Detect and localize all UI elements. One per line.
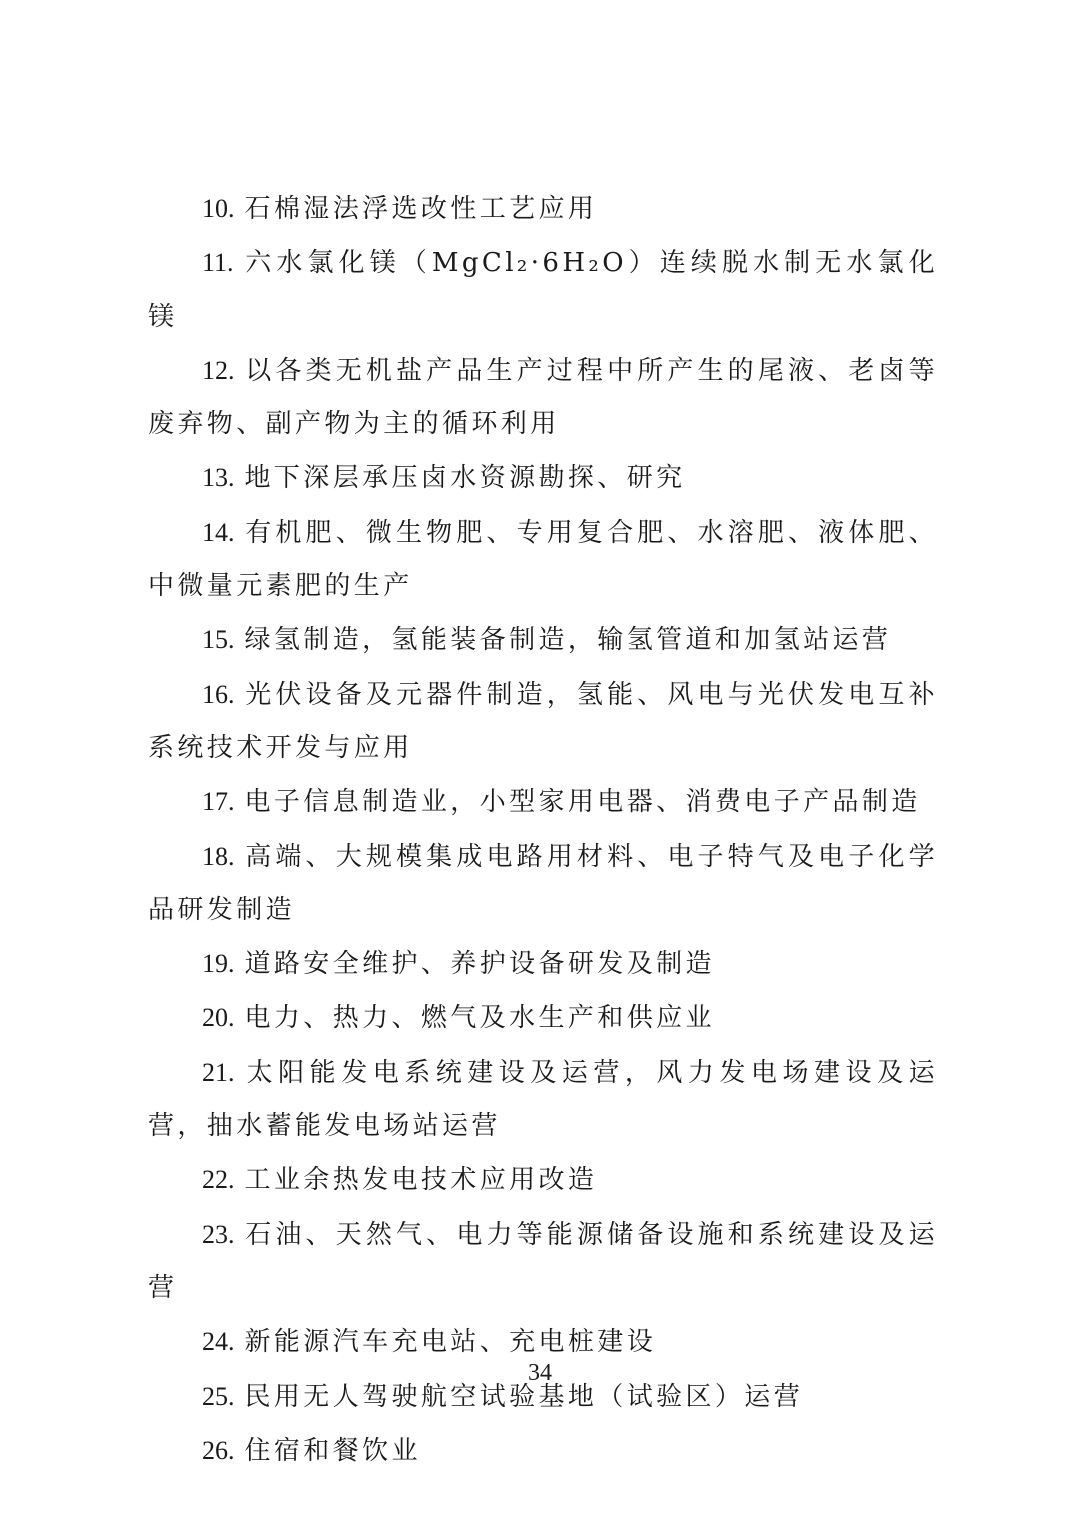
item-text: 道路安全维护、养护设备研发及制造 bbox=[244, 949, 715, 980]
list-item bbox=[148, 1424, 938, 1478]
item-number: 17. bbox=[202, 787, 235, 817]
page-number: 34 bbox=[528, 1360, 552, 1386]
item-number: 20. bbox=[202, 1003, 235, 1033]
list-item bbox=[148, 937, 938, 991]
item-number: 18. bbox=[202, 841, 235, 871]
list-item bbox=[148, 991, 938, 1045]
item-text: 电力、热力、燃气及水生产和供应业 bbox=[244, 1003, 715, 1034]
item-number: 24. bbox=[202, 1327, 235, 1357]
item-text: 住宿和餐饮业 bbox=[244, 1435, 421, 1466]
list-item bbox=[148, 182, 938, 236]
item-text: 有机肥、微生物肥、专用复合肥、水溶肥、液体肥、中微量元素肥的生产 bbox=[148, 517, 938, 602]
item-number: 19. bbox=[202, 949, 235, 979]
item-number: 14. bbox=[202, 517, 235, 547]
item-number: 26. bbox=[202, 1435, 235, 1465]
item-text: 光伏设备及元器件制造，氢能、风电与光伏发电互补系统技术开发与应用 bbox=[148, 679, 938, 763]
item-text: 以各类无机盐产品生产过程中所产生的尾液、老卤等废弃物、副产物为主的循环利用 bbox=[148, 355, 938, 440]
item-number: 22. bbox=[202, 1165, 235, 1195]
item-list bbox=[148, 182, 938, 1478]
list-item bbox=[148, 344, 938, 452]
item-text: 民用无人驾驶航空试验基地（试验区）运营 bbox=[244, 1381, 804, 1412]
item-number: 12. bbox=[202, 355, 235, 385]
list-item bbox=[148, 1153, 938, 1207]
item-text: 太阳能发电系统建设及运营，风力发电场建设及运营，抽水蓄能发电场站运营 bbox=[148, 1057, 938, 1142]
item-text: 石油、天然气、电力等能源储备设施和系统建设及运营 bbox=[148, 1219, 938, 1303]
item-number: 16. bbox=[202, 679, 235, 709]
item-text: 电子信息制造业，小型家用电器、消费电子产品制造 bbox=[244, 787, 921, 818]
item-text: 石棉湿法浮选改性工艺应用 bbox=[244, 194, 598, 224]
list-item bbox=[148, 451, 938, 505]
item-number: 25. bbox=[202, 1381, 235, 1411]
list-item bbox=[148, 830, 938, 938]
list-item bbox=[148, 668, 938, 776]
item-text: 六水氯化镁（MgCl₂·6H₂O）连续脱水制无水氯化镁 bbox=[148, 248, 938, 332]
item-number: 13. bbox=[202, 463, 235, 493]
list-item bbox=[148, 775, 938, 829]
item-number: 21. bbox=[202, 1057, 235, 1087]
list-item bbox=[148, 1046, 938, 1154]
item-number: 15. bbox=[202, 625, 235, 655]
item-number: 23. bbox=[202, 1219, 235, 1249]
list-item bbox=[148, 506, 938, 614]
list-item bbox=[148, 1208, 938, 1316]
item-text: 新能源汽车充电站、充电桩建设 bbox=[244, 1327, 657, 1358]
item-text: 高端、大规模集成电路用材料、电子特气及电子化学品研发制造 bbox=[148, 841, 938, 925]
item-text: 地下深层承压卤水资源勘探、研究 bbox=[244, 463, 686, 494]
item-text: 工业余热发电技术应用改造 bbox=[244, 1165, 598, 1196]
item-number: 11. bbox=[202, 248, 234, 278]
list-item bbox=[148, 236, 938, 344]
item-number: 10. bbox=[202, 194, 235, 223]
list-item bbox=[148, 613, 938, 667]
item-text: 绿氢制造，氢能装备制造，输氢管道和加氢站运营 bbox=[244, 625, 892, 656]
